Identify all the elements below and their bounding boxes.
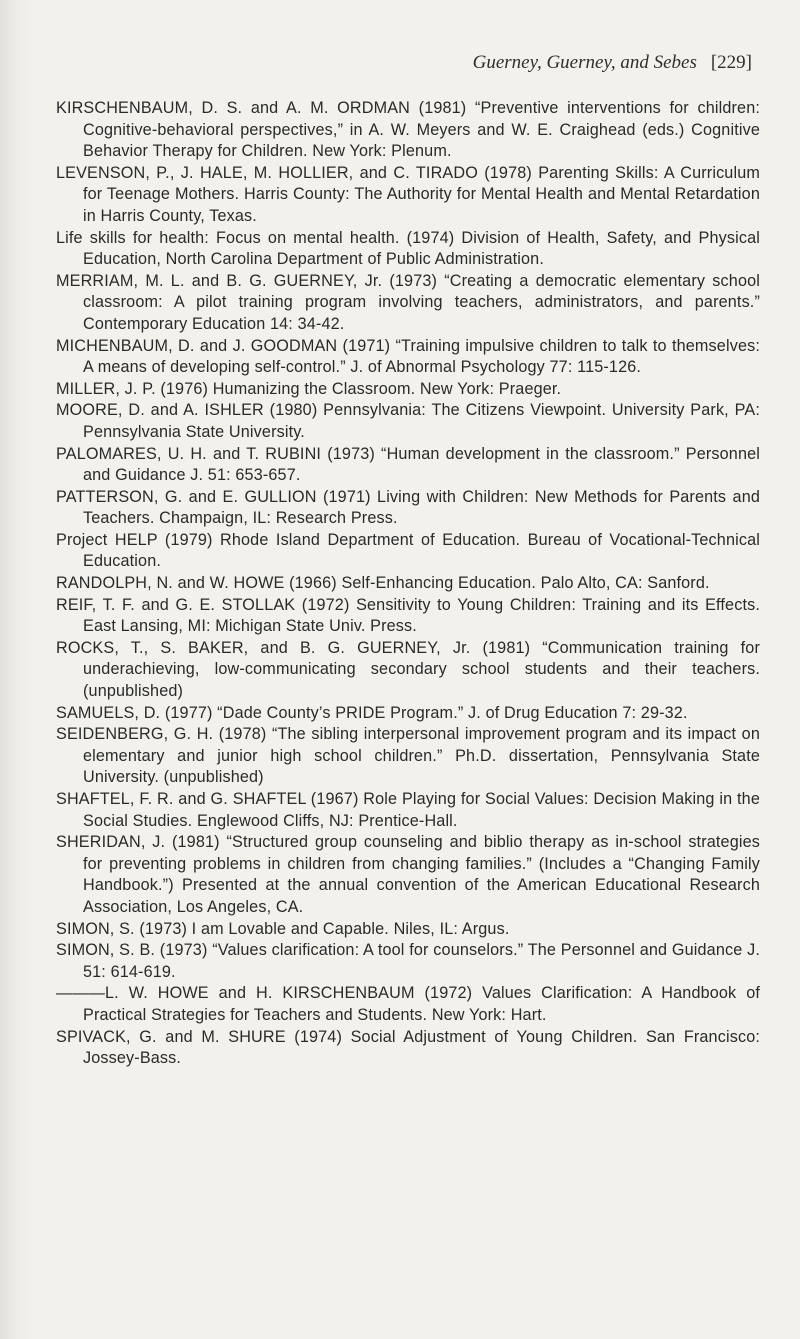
reference-entry: MICHENBAUM, D. and J. GOODMAN (1971) “Training impulsive children to talk to themselves: A means of developing self-control.” J. of Abnormal Psychology 77: 115-126. [56, 336, 760, 377]
reference-entry: SEIDENBERG, G. H. (1978) “The sibling interpersonal improvement program and its impact on elementary and junior high school children.” Ph.D. dissertation, Pennsylvania State University. (unpublished) [56, 725, 760, 787]
reference-entry: MOORE, D. and A. ISHLER (1980) Pennsylvania: The Citizens Viewpoint. University Park, PA: Pennsylvania State University. [56, 401, 760, 441]
reference-entry: PATTERSON, G. and E. GULLION (1971) Living with Children: New Methods for Parents and Teachers. Champaign, IL: Research Press. [56, 487, 760, 528]
reference-entry: SHERIDAN, J. (1981) “Structured group counseling and biblio therapy as in-school strategies for preventing problems in children from changing families.” (Includes a “Changing Family Handbook.”) Presented at the annual convention of the American Educational Research Association, Los Angeles, CA. [56, 833, 760, 916]
reference-entry: Project HELP (1979) Rhode Island Department of Education. Bureau of Vocational-Technical Education. [56, 530, 760, 571]
running-head-authors: Guerney, Guerney, and Sebes [472, 52, 697, 73]
reference-entry: SIMON, S. (1973) I am Lovable and Capable. Niles, IL: Argus. [56, 919, 510, 938]
reference-entry: LEVENSON, P., J. HALE, M. HOLLIER, and C. TIRADO (1978) Parenting Skills: A Curriculum for Teenage Mothers. Harris County: The Authority for Mental Health and Mental Retardation in Harris County, Texas. [56, 163, 760, 225]
reference-entry: KIRSCHENBAUM, D. S. and A. M. ORDMAN (1981) “Preventive interventions for children: Cognitive-behavioral perspectives,” in A. W. Meyers and W. E. Craighead (eds.) Cognitive Behavior Therapy for Children. New York: Plenum. [56, 99, 760, 161]
reference-entry: RANDOLPH, N. and W. HOWE (1966) Self-Enhancing Education. Palo Alto, CA: Sanford. [56, 574, 710, 593]
reference-entry: SAMUELS, D. (1977) “Dade County’s PRIDE Program.” J. of Drug Education 7: 29-32. [56, 703, 688, 722]
reference-entry: SPIVACK, G. and M. SHURE (1974) Social Adjustment of Young Children. San Francisco: Jossey-Bass. [56, 1027, 760, 1068]
reference-entry: PALOMARES, U. H. and T. RUBINI (1973) “Human development in the classroom.” Personnel and Guidance J. 51: 653-657. [56, 444, 760, 485]
page-number: [229] [710, 52, 752, 73]
reference-entry: REIF, T. F. and G. E. STOLLAK (1972) Sensitivity to Young Children: Training and its Effects. East Lansing, MI: Michigan State Univ. Press. [56, 595, 760, 636]
running-head [473, 52, 752, 74]
reference-entry: MERRIAM, M. L. and B. G. GUERNEY, Jr. (1973) “Creating a democratic elementary school classroom: A pilot training program involving teachers, administrators, and parents.” Contemporary Education 14: 34-42. [56, 271, 760, 333]
reference-entry: ———L. W. HOWE and H. KIRSCHENBAUM (1972) Values Clarification: A Handbook of Practical Strategies for Teachers and Students. New York: Hart. [56, 984, 760, 1024]
reference-entry: SIMON, S. B. (1973) “Values clarification: A tool for counselors.” The Personnel and Guidance J. 51: 614-619. [56, 941, 760, 981]
scan-edge-shadow [0, 0, 34, 1339]
reference-entry: Life skills for health: Focus on mental health. (1974) Division of Health, Safety, and Physical Education, North Carolina Department of Public Administration. [56, 228, 760, 269]
reference-list [56, 98, 760, 1070]
reference-entry: SHAFTEL, F. R. and G. SHAFTEL (1967) Role Playing for Social Values: Decision Making in the Social Studies. Englewood Cliffs, NJ: Prentice-Hall. [56, 790, 760, 830]
reference-entry: ROCKS, T., S. BAKER, and B. G. GUERNEY, Jr. (1981) “Communication training for underachieving, low-communicating secondary school students and their teachers. (unpublished) [56, 638, 760, 701]
reference-entry: MILLER, J. P. (1976) Humanizing the Classroom. New York: Praeger. [56, 379, 562, 398]
